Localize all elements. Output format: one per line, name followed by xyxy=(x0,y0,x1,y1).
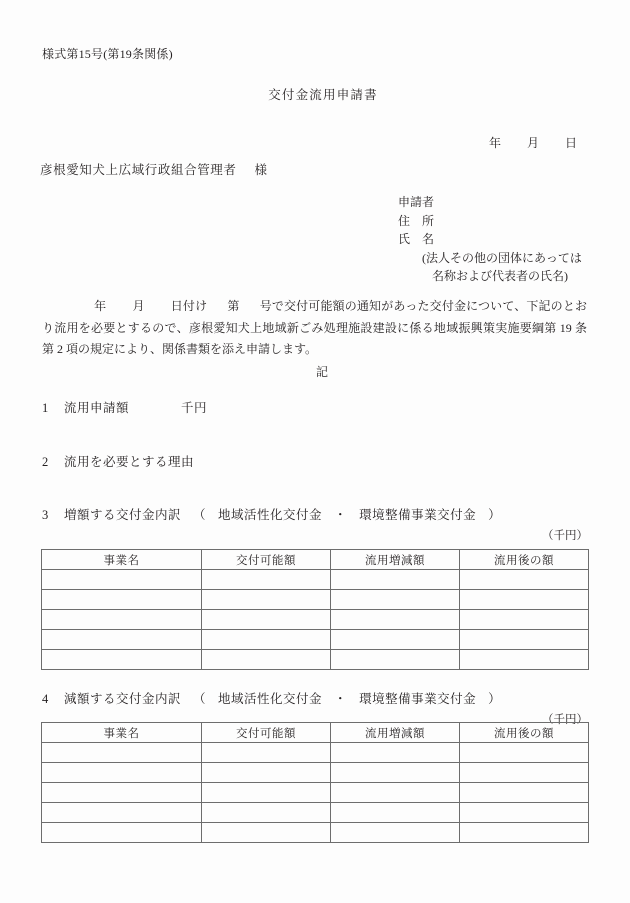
cell-grantable-amount[interactable] xyxy=(202,763,331,783)
cell-amount-after[interactable] xyxy=(460,610,589,630)
cell-amount-after[interactable] xyxy=(460,570,589,590)
item-3-separator: ・ xyxy=(334,508,348,522)
item-3-option-a[interactable]: 地域活性化交付金 xyxy=(218,508,323,522)
cell-diversion-change[interactable] xyxy=(331,570,460,590)
column-header-amount-after: 流用後の額 xyxy=(460,550,589,570)
cell-grantable-amount[interactable] xyxy=(202,803,331,823)
item-3-paren-open: （ xyxy=(193,508,207,522)
column-header-grantable-amount: 交付可能額 xyxy=(202,723,331,743)
body-main-text: 号で交付可能額の通知があった交付金について、下記のとおり流用を必要とするので、彦根愛知犬上地域新ごみ処理施設建設に係る地域振興策実施要綱第 19 条第 2 項の規定により、関係書類を添え申請します。 xyxy=(42,299,587,356)
cell-diversion-change[interactable] xyxy=(331,590,460,610)
cell-project-name[interactable] xyxy=(42,590,202,610)
cell-diversion-change[interactable] xyxy=(331,630,460,650)
cell-amount-after[interactable] xyxy=(460,783,589,803)
cell-amount-after[interactable] xyxy=(460,590,589,610)
item-3-label: 増額する交付金内訳 xyxy=(64,508,182,522)
cell-diversion-change[interactable] xyxy=(331,823,460,843)
item-4-option-a[interactable]: 地域活性化交付金 xyxy=(218,692,323,706)
decrease-breakdown-table xyxy=(41,722,589,843)
cell-amount-after[interactable] xyxy=(460,630,589,650)
cell-grantable-amount[interactable] xyxy=(202,743,331,763)
column-header-amount-after: 流用後の額 xyxy=(460,723,589,743)
item-3-increase-breakdown xyxy=(42,505,501,523)
item-4-label: 減額する交付金内訳 xyxy=(64,692,182,706)
document-title: 交付金流用申請書 xyxy=(268,88,378,102)
cell-project-name[interactable] xyxy=(42,763,202,783)
cell-diversion-change[interactable] xyxy=(331,763,460,783)
table-header-row xyxy=(42,723,589,743)
applicant-block xyxy=(398,193,582,286)
cell-diversion-change[interactable] xyxy=(331,783,460,803)
cell-project-name[interactable] xyxy=(42,823,202,843)
cell-grantable-amount[interactable] xyxy=(202,650,331,670)
column-header-diversion-change: 流用増減額 xyxy=(331,723,460,743)
column-header-grantable-amount: 交付可能額 xyxy=(202,550,331,570)
table-row xyxy=(42,803,589,823)
cell-amount-after[interactable] xyxy=(460,650,589,670)
item-4-separator: ・ xyxy=(334,692,348,706)
item-4-unit-label: （千円） xyxy=(542,714,588,726)
item-2-reason xyxy=(42,452,194,470)
column-header-project-name: 事業名 xyxy=(42,550,202,570)
cell-amount-after[interactable] xyxy=(460,743,589,763)
column-header-project-name: 事業名 xyxy=(42,723,202,743)
item-3-option-b[interactable]: 環境整備事業交付金 xyxy=(359,508,477,522)
ki-marker: 記 xyxy=(315,365,328,379)
cell-grantable-amount[interactable] xyxy=(202,783,331,803)
column-header-diversion-change: 流用増減額 xyxy=(331,550,460,570)
item-3-paren-close: ） xyxy=(488,508,502,522)
cell-diversion-change[interactable] xyxy=(331,803,460,823)
date-month-label: 月 xyxy=(526,136,539,150)
cell-grantable-amount[interactable] xyxy=(202,570,331,590)
table-row xyxy=(42,650,589,670)
applicant-note-line-2: 名称および代表者の氏名) xyxy=(432,269,568,283)
applicant-note-line-1: (法人その他の団体にあっては xyxy=(422,250,582,265)
cell-project-name[interactable] xyxy=(42,650,202,670)
cell-amount-after[interactable] xyxy=(460,763,589,783)
item-1-unit: 千円 xyxy=(181,401,208,415)
cell-project-name[interactable] xyxy=(42,630,202,650)
addressee-name: 彦根愛知犬上広域行政組合管理者 xyxy=(40,163,237,177)
cell-project-name[interactable] xyxy=(42,743,202,763)
body-day-label: 日付け xyxy=(170,299,208,313)
item-1-label: 流用申請額 xyxy=(64,401,130,415)
cell-project-name[interactable] xyxy=(42,570,202,590)
body-paragraph xyxy=(42,296,587,361)
table-row xyxy=(42,823,589,843)
cell-amount-after[interactable] xyxy=(460,803,589,823)
item-4-number: 4 xyxy=(42,692,49,706)
table-row xyxy=(42,590,589,610)
cell-diversion-change[interactable] xyxy=(331,610,460,630)
cell-diversion-change[interactable] xyxy=(331,650,460,670)
date-day-label: 日 xyxy=(564,136,577,150)
body-year-label: 年 xyxy=(94,299,107,313)
applicant-label: 申請者 xyxy=(398,195,435,209)
item-4-paren-open: （ xyxy=(193,692,207,706)
body-doc-number-prefix: 第 xyxy=(227,299,240,313)
cell-grantable-amount[interactable] xyxy=(202,590,331,610)
cell-project-name[interactable] xyxy=(42,803,202,823)
cell-grantable-amount[interactable] xyxy=(202,630,331,650)
body-month-label: 月 xyxy=(132,299,145,313)
increase-breakdown-table xyxy=(41,549,589,670)
cell-diversion-change[interactable] xyxy=(331,743,460,763)
table-row xyxy=(42,783,589,803)
form-number: 様式第15号(第19条関係) xyxy=(42,47,173,61)
item-4-option-b[interactable]: 環境整備事業交付金 xyxy=(359,692,477,706)
table-row xyxy=(42,763,589,783)
applicant-address-label: 住 所 xyxy=(398,213,435,228)
table-row xyxy=(42,630,589,650)
item-2-label: 流用を必要とする理由 xyxy=(64,455,195,469)
table-row xyxy=(42,570,589,590)
item-1-number: 1 xyxy=(42,401,49,415)
date-year-label: 年 xyxy=(488,136,501,150)
table-header-row xyxy=(42,550,589,570)
table-row xyxy=(42,743,589,763)
item-2-number: 2 xyxy=(42,455,49,469)
item-3-unit-label: （千円） xyxy=(542,530,588,542)
addressee-honorific: 様 xyxy=(254,163,268,177)
cell-project-name[interactable] xyxy=(42,610,202,630)
addressee-line xyxy=(40,160,268,178)
applicant-name-label: 氏 名 xyxy=(398,232,435,246)
cell-amount-after[interactable] xyxy=(460,823,589,843)
item-4-paren-close: ） xyxy=(488,692,502,706)
cell-grantable-amount[interactable] xyxy=(202,823,331,843)
item-3-number: 3 xyxy=(42,508,49,522)
table-row xyxy=(42,610,589,630)
item-4-decrease-breakdown xyxy=(42,689,501,707)
cell-grantable-amount[interactable] xyxy=(202,610,331,630)
cell-project-name[interactable] xyxy=(42,783,202,803)
item-1-amount xyxy=(42,398,207,416)
date-line xyxy=(464,119,590,166)
